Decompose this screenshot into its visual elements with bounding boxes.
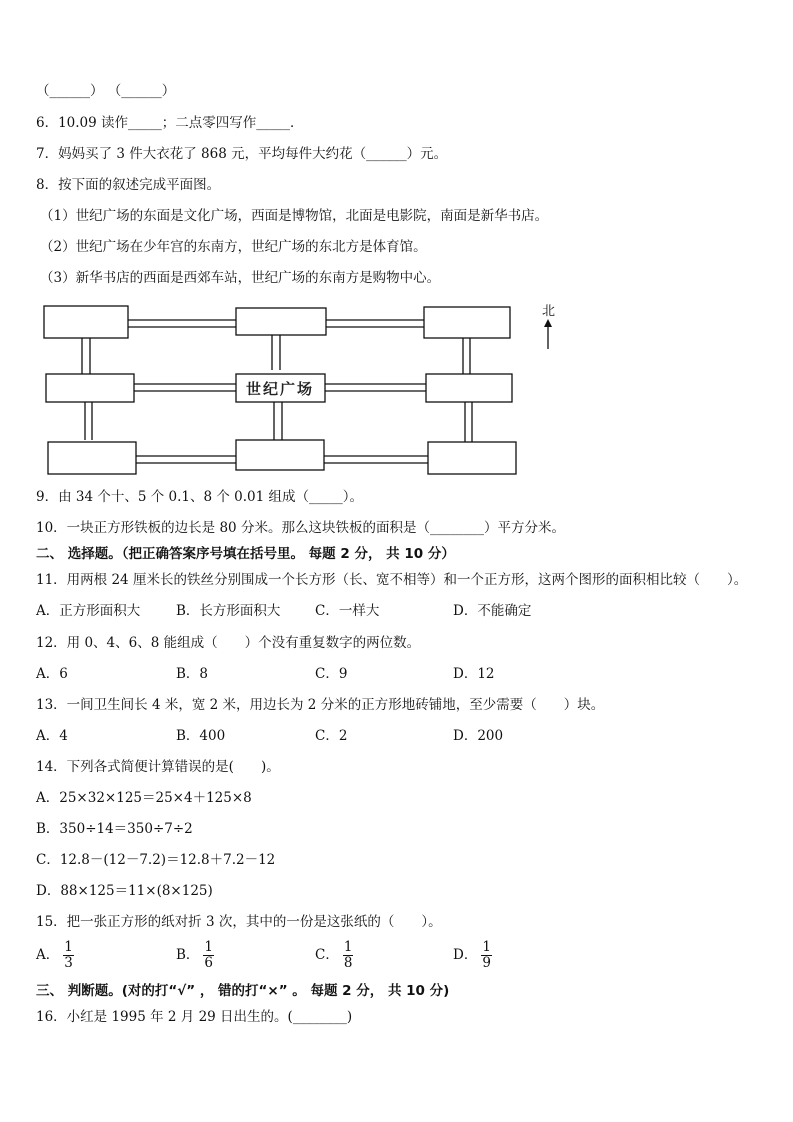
question-6: 6．10.09 读作_____；二点零四写作_____． [36, 115, 304, 131]
option-a [36, 940, 74, 971]
option-label: A． [36, 947, 60, 963]
plan-diagram [40, 298, 530, 478]
fraction: $\frac{1}{9}$ [482, 939, 491, 971]
question-16: 16．小红是 1995 年 2 月 29 日出生的。(________) [36, 1009, 353, 1025]
option-a: A．25×32×125＝25×4＋125×8 [36, 790, 252, 806]
option-a: A．正方形面积大 [36, 603, 141, 619]
option-b: B．350÷14＝350÷7÷2 [36, 821, 193, 837]
north-arrow-icon [540, 319, 556, 351]
option-a: A．6 [36, 666, 68, 682]
option-b: B．8 [176, 666, 209, 682]
question-15: 15．把一张正方形的纸对折 3 次，其中的一份是这张纸的（ ）。 [36, 914, 442, 930]
question-14: 14．下列各式简便计算错误的是( )。 [36, 759, 280, 775]
option-c [315, 940, 353, 971]
section-2-heading: 二、 选择题。（把正确答案序号填在括号里。 每题 2 分， 共 10 分） [36, 546, 455, 562]
option-c: C．2 [315, 728, 348, 744]
option-b: B．400 [176, 728, 226, 744]
option-d: D．12 [453, 666, 495, 682]
option-d [453, 940, 492, 971]
question-8-clue-3: （3）新华书店的西面是西郊车站，世纪广场的东南方是购物中心。 [40, 270, 441, 286]
option-a: A．4 [36, 728, 68, 744]
north-label: 北 [542, 304, 556, 319]
section-3-heading: 三、 判断题。(对的打“√” ， 错的打“×” 。 每题 2 分， 共 10 分) [36, 983, 450, 999]
option-c: C．12.8－(12－7.2)＝12.8＋7.2－12 [36, 852, 276, 868]
question-8: 8．按下面的叙述完成平面图。 [36, 177, 221, 193]
option-d: D．不能确定 [453, 603, 532, 619]
question-8-clue-1: （1）世纪广场的东面是文化广场，西面是博物馆，北面是电影院，南面是新华书店。 [40, 208, 549, 224]
option-label: C． [315, 947, 339, 963]
question-13: 13．一间卫生间长 4 米，宽 2 米，用边长为 2 分米的正方形地砖铺地，至少需要（ ）块。 [36, 697, 605, 713]
question-7: 7．妈妈买了 3 件大衣花了 868 元，平均每件大约花（______）元。 [36, 146, 448, 162]
option-label: D． [453, 947, 478, 963]
option-c: C．一样大 [315, 603, 380, 619]
option-d: D．88×125＝11×(8×125) [36, 883, 213, 899]
answer-blanks: （______） （______） [36, 83, 176, 99]
question-11: 11．用两根 24 厘米长的铁丝分别围成一个长方形（长、宽不相等）和一个正方形，这两个图形的面积相比较（ ）。 [36, 572, 748, 588]
fraction: $\frac{1}{6}$ [204, 939, 214, 971]
option-c: C．9 [315, 666, 348, 682]
question-12: 12．用 0、4、6、8 能组成（ ）个没有重复数字的两位数。 [36, 635, 421, 651]
option-b: B．长方形面积大 [176, 603, 281, 619]
center-label: 世纪广场 [245, 380, 315, 398]
question-8-clue-2: （2）世纪广场在少年宫的东南方，世纪广场的东北方是体育馆。 [40, 239, 427, 255]
option-d: D．200 [453, 728, 504, 744]
option-label: B． [176, 947, 200, 963]
fraction: $\frac{1}{8}$ [343, 939, 353, 971]
question-9: 9．由 34 个十、5 个 0.1、8 个 0.01 组成（_____）。 [36, 489, 364, 505]
north-indicator [540, 300, 556, 355]
fraction: $\frac{1}{3}$ [64, 939, 73, 971]
question-10: 10．一块正方形铁板的边长是 80 分米。那么这块铁板的面积是（________）平方分米。 [36, 520, 565, 536]
option-b [176, 940, 214, 971]
